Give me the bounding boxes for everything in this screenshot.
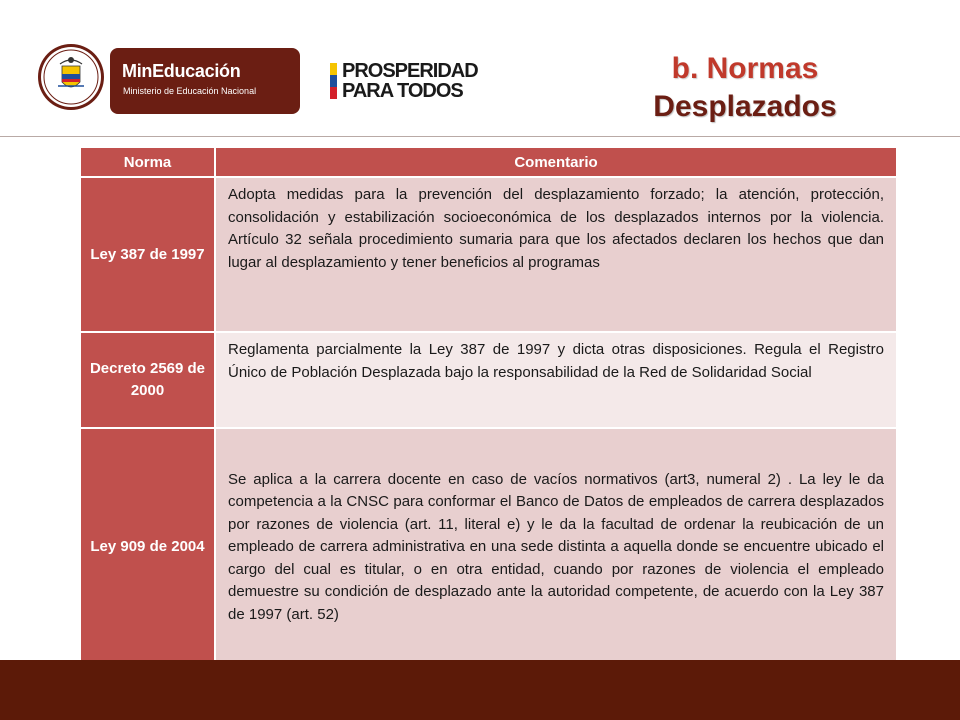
slide-header [0,0,960,138]
table-row [81,332,896,428]
norma-cell: Decreto 2569 de 2000 [81,332,215,428]
norms-table [81,148,896,664]
comentario-cell: Se aplica a la carrera docente en caso de vacíos normativos (art3, numeral 2) . La ley le da competencia a la CNSC para conformar el Banco de Datos de empleados de carrera desplazados por razones de violencia (art. 11, literal e) y le da la facultad de ordenar la reubicación de un empleado de carrera administrativa en una sede distinta a aquella donde se encuentre ubicado el cargo del cual es titular, o en otra entidad, cuando por razones de violencia el empleado demuestre su condición de desplazado ante la autoridad competente, de acuerdo con la Ley 387 de 1997 (art. 52) [215,428,896,664]
mineducacion-logo [110,48,300,114]
column-header-norma: Norma [81,148,215,177]
comentario-cell: Reglamenta parcialmente la Ley 387 de 1997 y dicta otras disposiciones. Regula el Registro Único de Población Desplazada bajo la responsabilidad de la Red de Solidaridad Social [215,332,896,428]
brand-name: MinEducación [122,61,241,81]
column-header-comentario: Comentario [215,148,896,177]
table-row [81,177,896,332]
footer-bar [0,660,960,720]
slide-title-line1: b. Normas [671,52,819,85]
colombia-seal-logo [38,44,104,110]
slide-title-line2: Desplazados [653,90,837,123]
slide-title [600,50,890,126]
header-divider [0,136,960,137]
norma-cell: Ley 387 de 1997 [81,177,215,332]
coat-of-arms-icon [38,44,104,110]
prosperidad-logo [330,61,500,105]
table-header-row [81,148,896,177]
brand-subtitle: Ministerio de Educación Nacional [123,86,257,96]
table-row [81,428,896,664]
comentario-cell: Adopta medidas para la prevención del desplazamiento forzado; la atención, protección, consolidación y estabilización socioeconómica de los desplazados internos por la violencia. Artículo 32 señala procedimiento sumaria para que los afectados declaren los hechos que dan lugar al desplazamiento y tener beneficios al programas [215,177,896,332]
prosperidad-line1: PROSPERIDAD [342,60,478,82]
flag-bars-icon [330,63,337,99]
prosperidad-line2: PARA TODOS [342,80,463,102]
norma-cell: Ley 909 de 2004 [81,428,215,664]
